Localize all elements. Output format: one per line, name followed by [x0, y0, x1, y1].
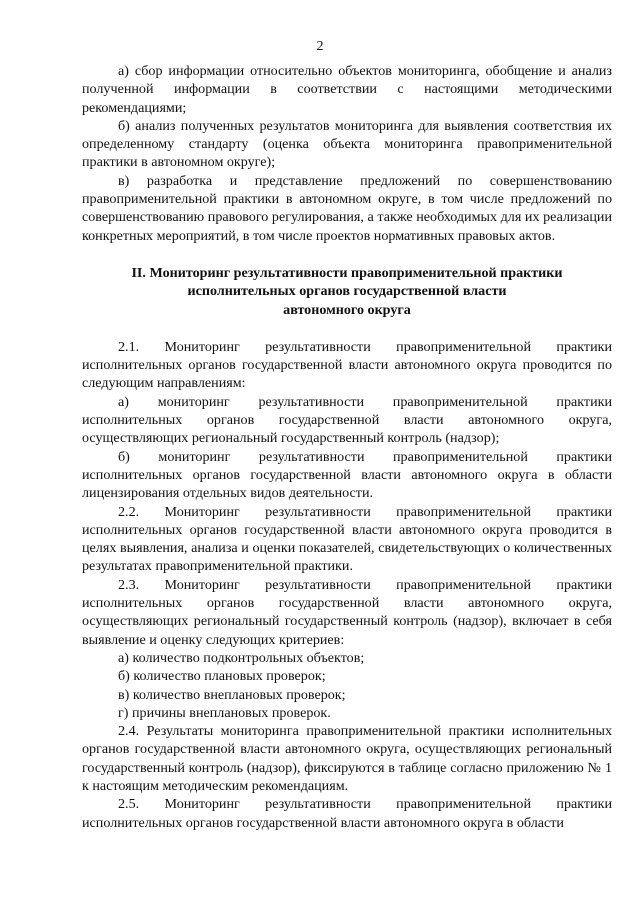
document-body [82, 62, 612, 832]
paragraph-top-a: а) сбор информации относительно объектов мониторинга, обобщение и анализ полученной информации в соответствии с настоящими методическими рекомендациями; [82, 63, 612, 116]
list-item-c: в) количество внеплановых проверок; [118, 686, 346, 703]
paragraph-2-5: 2.5. Мониторинг результативности правоприменительной практики исполнительных органов государственной власти автономного округа в области [82, 796, 612, 831]
list-item-b: б) количество плановых проверок; [118, 668, 326, 685]
section-heading [82, 264, 612, 319]
section-heading-line-3: автономного округа [283, 301, 411, 318]
paragraph-2-2: 2.2. Мониторинг результативности правоприменительной практики исполнительных органов государственной власти автономного округа проводится в целях выявления, анализа и оценки показателей, свидетельствующих о количественных результатах правоприменительной практики. [82, 503, 612, 575]
paragraph-2-3: 2.3. Мониторинг результативности правоприменительной практики исполнительных органов государственной власти автономного округа, осуществляющих региональный государственный контроль (надзор), включает в себя выявление и оценку следующих критериев: [82, 576, 612, 648]
list-item-d: г) причины внеплановых проверок. [118, 704, 331, 721]
page-number: 2 [316, 39, 324, 54]
paragraph-2-1-b: б) мониторинг результативности правоприменительной практики исполнительных органов государственной власти автономного округа в области лицензирования отдельных видов деятельности. [82, 448, 612, 502]
paragraph-2-1-a: а) мониторинг результативности правоприменительной практики исполнительных органов государственной власти автономного округа, осуществляющих региональный государственный контроль (надзор); [82, 393, 612, 447]
paragraph-2-4: 2.4. Результаты мониторинга правоприменительной практики исполнительных органов государственной власти автономного округа, осуществляющих региональный государственный контроль (надзор), фиксируются в таблице согласно приложению № 1 к настоящим методическим рекомендациям. [82, 723, 612, 794]
paragraph-2-1: 2.1. Мониторинг результативности правоприменительной практики исполнительных органов государственной власти автономного округа проводится по следующим направлениям: [82, 338, 612, 392]
section-heading-line-2: исполнительных органов государственной власти [187, 283, 507, 300]
section-heading-line-1: II. Мониторинг результативности правоприменительной практики [131, 264, 563, 281]
list-item-a: а) количество подконтрольных объектов; [118, 649, 365, 666]
paragraph-top-b: б) анализ полученных результатов мониторинга для выявления соответствия их определенному стандарту (оценка объекта мониторинга правоприменительной практики в автономном округе); [82, 117, 612, 171]
paragraph-top-c: в) разработка и представление предложений по совершенствованию правоприменительной практики в автономном округе, в том числе предложений по совершенствованию правового регулирования, а также необходимых для их реализации конкретных мероприятий, в том числе проектов нормативных правовых актов. [82, 172, 612, 244]
